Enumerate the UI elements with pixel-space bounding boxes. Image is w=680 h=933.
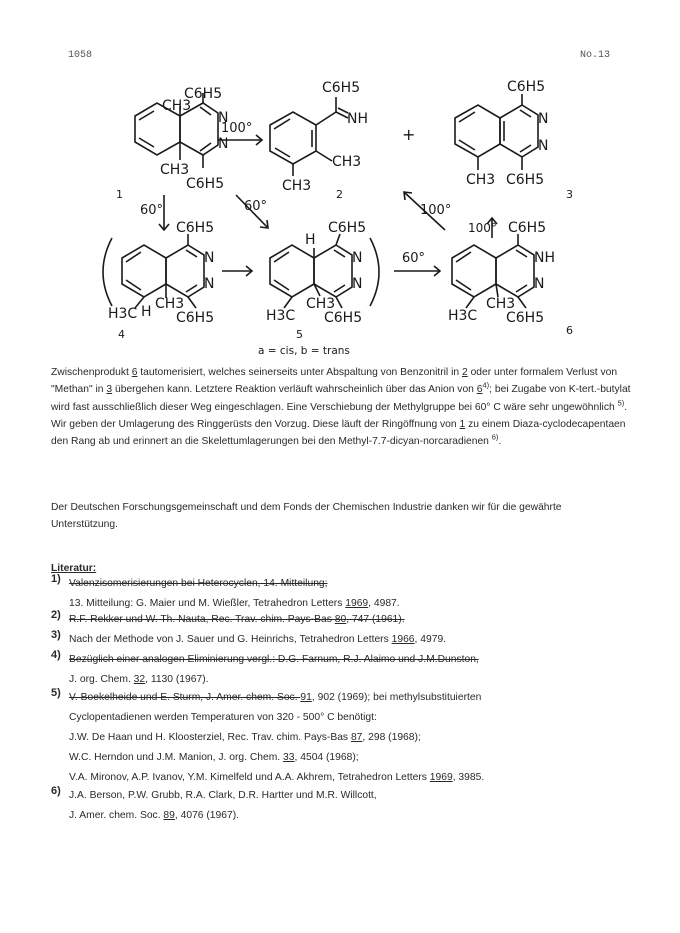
reference-line: Nach der Methode von J. Sauer und G. Heinrichs, Tetrahedron Letters 1966, 4979. [69,634,447,645]
c2-methyl-2: CH3 [282,178,312,194]
compound-label-5: 5 [296,328,303,341]
c3-methyl: CH3 [466,172,496,188]
c4-phenyl-top: C6H5 [176,220,215,236]
temp-6-to-3: 100° [420,203,452,218]
literature-heading: Literatur: [51,563,97,574]
c6-nh: NH [534,250,555,266]
c6-methyl-center: CH3 [486,296,516,312]
page-number: 1058 [68,50,93,61]
reference-line: Valenzisomerisierungen bei Heterocyclen, 14. Mitteilung; [69,578,328,589]
c1-phenyl-bottom: C6H5 [186,176,225,192]
c4-methyl-center: CH3 [155,296,185,312]
c6-phenyl-top: C6H5 [508,220,547,236]
scheme-caption: a = cis, b = trans [258,345,350,357]
c1-n1: N [218,110,229,126]
c6-n: N [534,276,545,292]
reference-line: J. org. Chem. 32, 1130 (1967). [69,674,209,685]
reference-line: Bezüglich einer analogen Eliminierung vergl.: D.G. Farnum, R.J. Alaimo und J.M.Dunston, [69,654,479,665]
compound-label-1: 1 [116,188,123,201]
temp-1-to-4: 60° [140,203,164,218]
c5-n1: N [352,250,363,266]
paragraph-1: Zwischenprodukt 6 tautomerisiert, welches seinerseits unter Abspaltung von Benzonitril in 2 oder unter formalem Verlust von "Methan" in 3 übergehen kann. Letztere Reaktion verläuft wahrscheinlich über das Anion von 6$^{4)}$; bei Zugabe von K-tert.-butylat wird fast ausschließlich dieser Weg eingeschlagen. Eine Verschiebung der Methylgruppe bei 60° C wäre sehr ungewöhnlich $^{5)}$. Wir geben der Umlagerung des Ringgerüsts den Vorzug. Diese läuft der Ringöffnung von 1 zu einem Diaza-cyclodecapentaen den Rang ab und erinnert an die Skelettumlagerungen bei den Methyl-7.7-dicyan-norcaradienen $^{6)}$. [51,367,631,448]
reference-line: J.A. Berson, P.W. Grubb, R.A. Clark, D.R. Hartter und M.R. Willcott, [69,790,377,801]
c2-methyl-1: CH3 [332,154,362,170]
bracket-right [370,238,379,306]
reference-line: W.C. Herndon und J.M. Manion, J. org. Chem. 33, 4504 (1968); [69,752,359,763]
reference-line: R.F. Rekker und W. Th. Nauta, Rec. Trav. chim. Pays-Bas 80, 747 (1961). [69,614,405,625]
paragraph-acknowledgement: Der Deutschen Forschungsgemeinschaft und dem Fonds der Chemischen Industrie danken wir für die gewährte Unterstützung. [51,502,562,531]
compound-label-3: 3 [566,188,573,201]
c3-n1: N [538,111,549,127]
bracket-left [103,238,112,306]
c5-phenyl-top: C6H5 [328,220,367,236]
reference-line: J. Amer. chem. Soc. 89, 4076 (1967). [69,810,240,821]
temp-1-to-5: 60° [244,199,268,214]
reference-line: Cyclopentadienen werden Temperaturen von 320 - 500° C benötigt: [69,712,377,723]
c1-n2: N [218,136,229,152]
c3-phenyl-top: C6H5 [507,79,546,95]
reference-line: V. Boekelheide und E. Sturm, J. Amer. chem. Soc. 91, 902 (1969); bei methylsubstituierten [69,692,482,703]
c4-hydrogen: H [141,304,152,320]
c5-n2: N [352,276,363,292]
c4-n2: N [204,276,215,292]
c1-methyl-bottom: CH3 [160,162,190,178]
c2-imine: NH [347,111,368,127]
compound-label-2: 2 [336,188,343,201]
c5-phenyl-bottom: C6H5 [324,310,363,326]
c6-phenyl-bottom: C6H5 [506,310,545,326]
temp-5-to-6: 60° [402,251,426,266]
journal-page: 1058 No.13 C6H5 CH3 N N CH3 C6H5 1 100° C6H5 NH CH3 CH3 2 + C6H5 N N CH3 C6H5 3 60° 60° 100° C6H5 N N H3C H CH3 C6H5 4 H C6H5 N N H3C CH3 C6H5 5 60° 100° C6H5 NH N H3C CH3 C6H5 6 a = cis, b = trans Zwischenprodukt 6 tautomerisiert, welches seinerseits unter Abspaltung von Benzonitril in 2 oder unter formalem Verlust von "Methan" in 3 übergehen kann. Letztere Reaktion verläuft wahrscheinlich über das Anion von 6$^{4)}$; bei Zugabe von K-tert.-butylat wird fast ausschließlich dieser Weg eingeschlagen. Eine Verschiebung der Methylgruppe bei 60° C wäre sehr ungewöhnlich $^{5)}$. Wir geben der Umlagerung des Ringgerüsts den Vorzug. Diese läuft der Ringöffnung von 1 zu einem Diaza-cyclodecapentaen den Rang ab und erinnert an die Skelettumlagerungen bei den Methyl-7.7-dicyan-norcaradienen $^{6)}$. Der Deutschen Forschungsgemeinschaft und dem Fonds der Chemischen Industrie danken wir für die gewährte Unterstützung. Literatur: 1) Valenzisomerisierungen bei Heterocyclen, 14. Mitteilung; 13. Mitteilung: G. Maier und M. Wießler, Tetrahedron Letters 1969, 4987. 2) R.F. Rekker und W. Th. Nauta, Rec. Trav. chim. Pays-Bas 80, 747 (1961). 3) Nach der Methode von J. Sauer und G. Heinrichs, Tetrahedron Letters 1966, 4979. 4) Bezüglich einer analogen Eliminierung vergl.: D.G. Farnum, R.J. Alaimo und J.M.Dunston, J. org. Chem. 32, 1130 (1967). 5) V. Boekelheide und E. Sturm, J. Amer. chem. Soc. 91, 902 (1969); bei methylsubstituierten Cyclopentadienen werden Temperaturen von 320 - 500° C benötigt: J.W. De Haan und H. Kloosterziel, Rec. Trav. chim. Pays-Bas 87, 298 (1968); W.C. Herndon und J.M. Manion, J. org. Chem. 33, 4504 (1968); V.A. Mironov, A.P. Ivanov, Y.M. Kimelfeld und A.A. Akhrem, Tetrahedron Letters 1969, 3985. 6) J.A. Berson, P.W. Grubb, R.A. Clark, D.R. Hartter und M.R. Willcott, J. Amer. chem. Soc. 89, 4076 (1967). [0,0,680,933]
c1-methyl-top: CH3 [162,98,192,114]
reference-line: 13. Mitteilung: G. Maier und M. Wießler, Tetrahedron Letters 1969, 4987. [69,598,400,609]
compound-label-4: 4 [118,328,125,341]
reference-line: V.A. Mironov, A.P. Ivanov, Y.M. Kimelfeld und A.A. Akhrem, Tetrahedron Letters 1969, 3985. [69,772,485,783]
c5-hydrogen: H [305,232,316,248]
c4-phenyl-bottom: C6H5 [176,310,215,326]
plus-sign: + [402,125,416,144]
reference-line: J.W. De Haan und H. Kloosterziel, Rec. Trav. chim. Pays-Bas 87, 298 (1968); [69,732,421,743]
issue-number: No.13 [579,50,610,61]
temp-1-to-2: 100° [221,121,253,136]
c2-phenyl: C6H5 [322,80,361,96]
c3-phenyl-bottom: C6H5 [506,172,545,188]
c4-methyl-left: H3C [108,306,138,322]
reaction-scheme [0,60,680,360]
c1-phenyl-top: C6H5 [184,86,223,102]
c6-methyl-left: H3C [448,308,478,324]
compound-label-6: 6 [566,324,573,337]
c5-methyl-left: H3C [266,308,296,324]
c3-n2: N [538,138,549,154]
c5-methyl-center: CH3 [306,296,336,312]
c4-n1: N [204,250,215,266]
temp-6-up: 100° [468,221,497,235]
compound-3-structure [455,94,538,170]
